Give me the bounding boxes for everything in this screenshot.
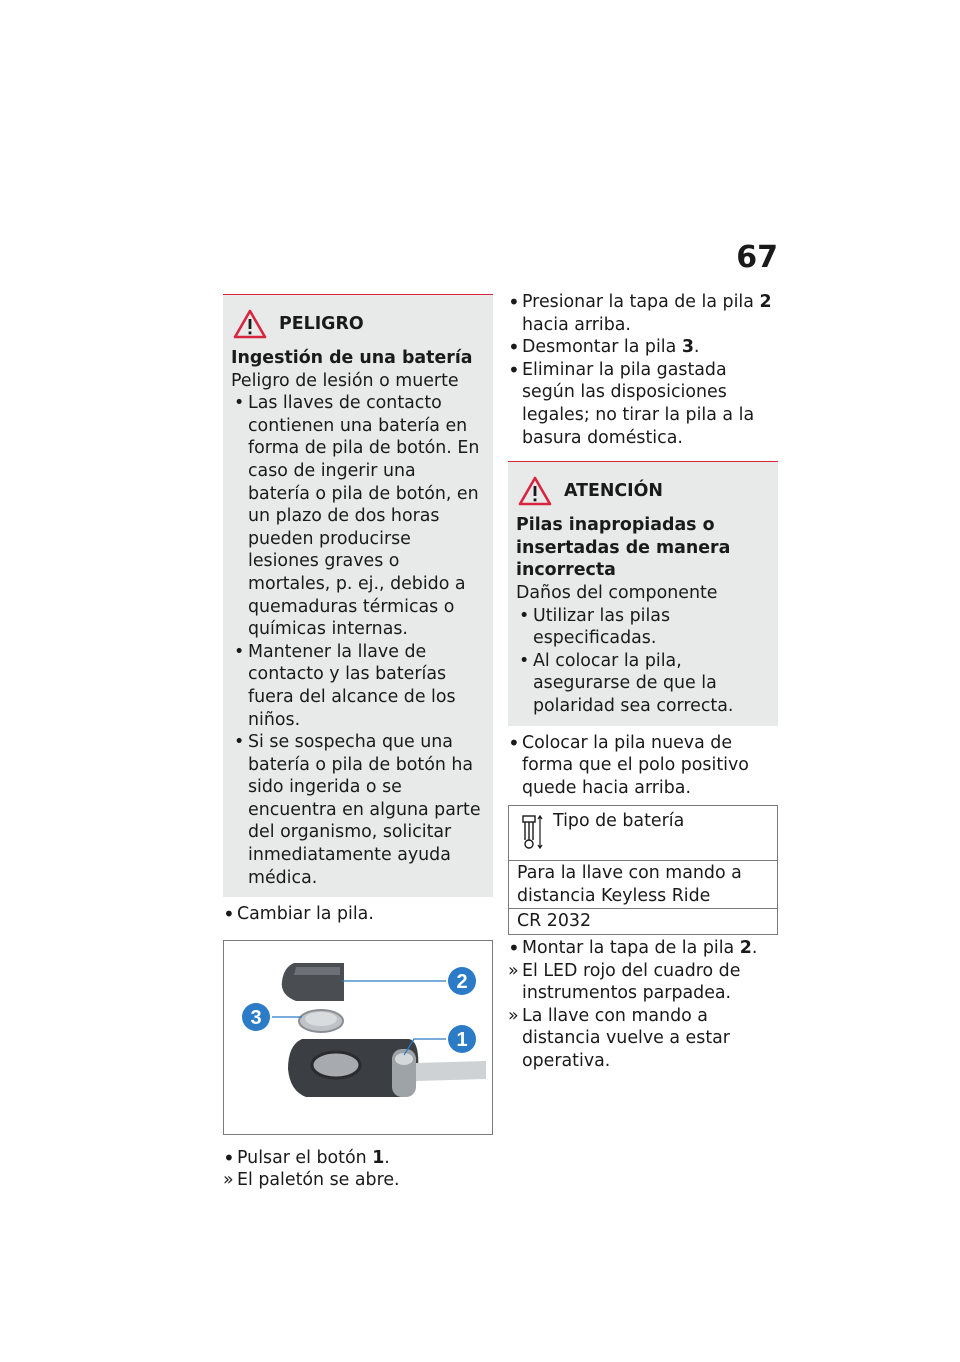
- step-item: • Colocar la pila nueva de forma que el polo positivo quede hacia arriba.: [508, 732, 778, 800]
- step-ref: 1: [372, 1147, 385, 1168]
- step-text: Montar la tapa de la pila: [522, 938, 740, 959]
- right-steps: [508, 291, 778, 449]
- attention-box: [508, 461, 778, 725]
- attention-subtitle: Daños del componente: [516, 582, 718, 603]
- left-steps: [223, 903, 493, 926]
- result-item: » El paletón se abre.: [223, 1169, 493, 1192]
- spec-row: [509, 861, 778, 909]
- danger-title: Ingestión de una batería: [231, 348, 473, 368]
- right-mid-steps: [508, 732, 778, 800]
- left-column: [223, 294, 493, 1192]
- step-ref: 2: [759, 292, 772, 312]
- danger-item: • Las llaves de contacto contienen una batería en forma de pila de botón. En caso de ingerir una batería o pila de botón, en un plazo de dos horas pueden producirse lesiones graves o mortales, p. ej., debido a quemaduras térmicas o químicas internas.: [231, 392, 483, 641]
- step-item: [508, 291, 778, 336]
- battery-spec-table: [508, 805, 778, 935]
- warning-triangle-icon: [233, 309, 267, 339]
- cover-highlight: [294, 967, 340, 975]
- page-number: 67: [736, 240, 778, 275]
- key-battery-figure: [223, 940, 493, 1135]
- key-battery-slot: [312, 1052, 360, 1078]
- step-item: • Cambiar la pila.: [223, 903, 493, 926]
- step-text: Pulsar el botón: [237, 1147, 373, 1168]
- spec-row-value: CR 2032: [509, 909, 778, 935]
- key-blade: [416, 1061, 486, 1081]
- step-item: [223, 1147, 493, 1170]
- step-ref: 3: [681, 337, 694, 358]
- step-item: [508, 336, 778, 359]
- danger-header: [231, 309, 483, 339]
- spec-row-label: Para la llave con mando a distancia Keyless Ride: [509, 861, 778, 909]
- spec-row: [509, 909, 778, 935]
- attention-item: • Utilizar las pilas especificadas.: [516, 605, 768, 650]
- attention-item: • Al colocar la pila, asegurarse de que la polaridad sea correcta.: [516, 650, 768, 718]
- danger-subtitle: Peligro de lesión o muerte: [231, 370, 459, 391]
- step-text: Desmontar la pila: [522, 337, 682, 358]
- attention-header: [516, 476, 768, 506]
- step-ref: 2: [739, 938, 752, 959]
- spec-header: Tipo de batería: [553, 811, 685, 832]
- key-illustration: [224, 941, 494, 1134]
- right-column: [508, 291, 778, 1073]
- danger-item: • Mantener la llave de contacto y las baterías fuera del alcance de los niños.: [231, 641, 483, 731]
- step-tail: .: [751, 938, 758, 959]
- spec-header-cell: [509, 806, 778, 861]
- step-item: • Eliminar la pila gastada según las disposiciones legales; no tirar la pila a la basura doméstica.: [508, 359, 778, 449]
- attention-title: Pilas inapropiadas o insertadas de manera incorrecta: [516, 515, 731, 581]
- danger-box: [223, 294, 493, 897]
- step-tail: .: [384, 1147, 390, 1168]
- danger-item: • Si se sospecha que una batería o pila de botón ha sido ingerida o se encuentra en alguna parte del organismo, solicitar inmediatamente ayuda médica.: [231, 731, 483, 889]
- battery-dimension-icon: [521, 814, 543, 850]
- left-after-steps: [223, 1147, 493, 1192]
- step-item: [508, 937, 778, 960]
- right-final-steps: [508, 937, 778, 1073]
- result-item: » El LED rojo del cuadro de instrumentos parpadea.: [508, 960, 778, 1005]
- callout-2-label: 2: [456, 970, 468, 993]
- step-tail: hacia arriba.: [522, 314, 631, 335]
- callout-1-label: 1: [456, 1028, 468, 1051]
- warning-triangle-icon: [518, 476, 552, 506]
- result-item: » La llave con mando a distancia vuelve a estar operativa.: [508, 1005, 778, 1073]
- callout-3-label: 3: [250, 1006, 262, 1029]
- danger-label: PELIGRO: [279, 313, 364, 334]
- attention-label: ATENCIÓN: [564, 480, 663, 501]
- spec-header-row: [509, 806, 778, 861]
- attention-list: [516, 605, 768, 718]
- step-text: Presionar la tapa de la pila: [522, 292, 760, 312]
- danger-list: [231, 392, 483, 889]
- coin-cell-top: [305, 1012, 337, 1026]
- step-tail: .: [693, 337, 700, 358]
